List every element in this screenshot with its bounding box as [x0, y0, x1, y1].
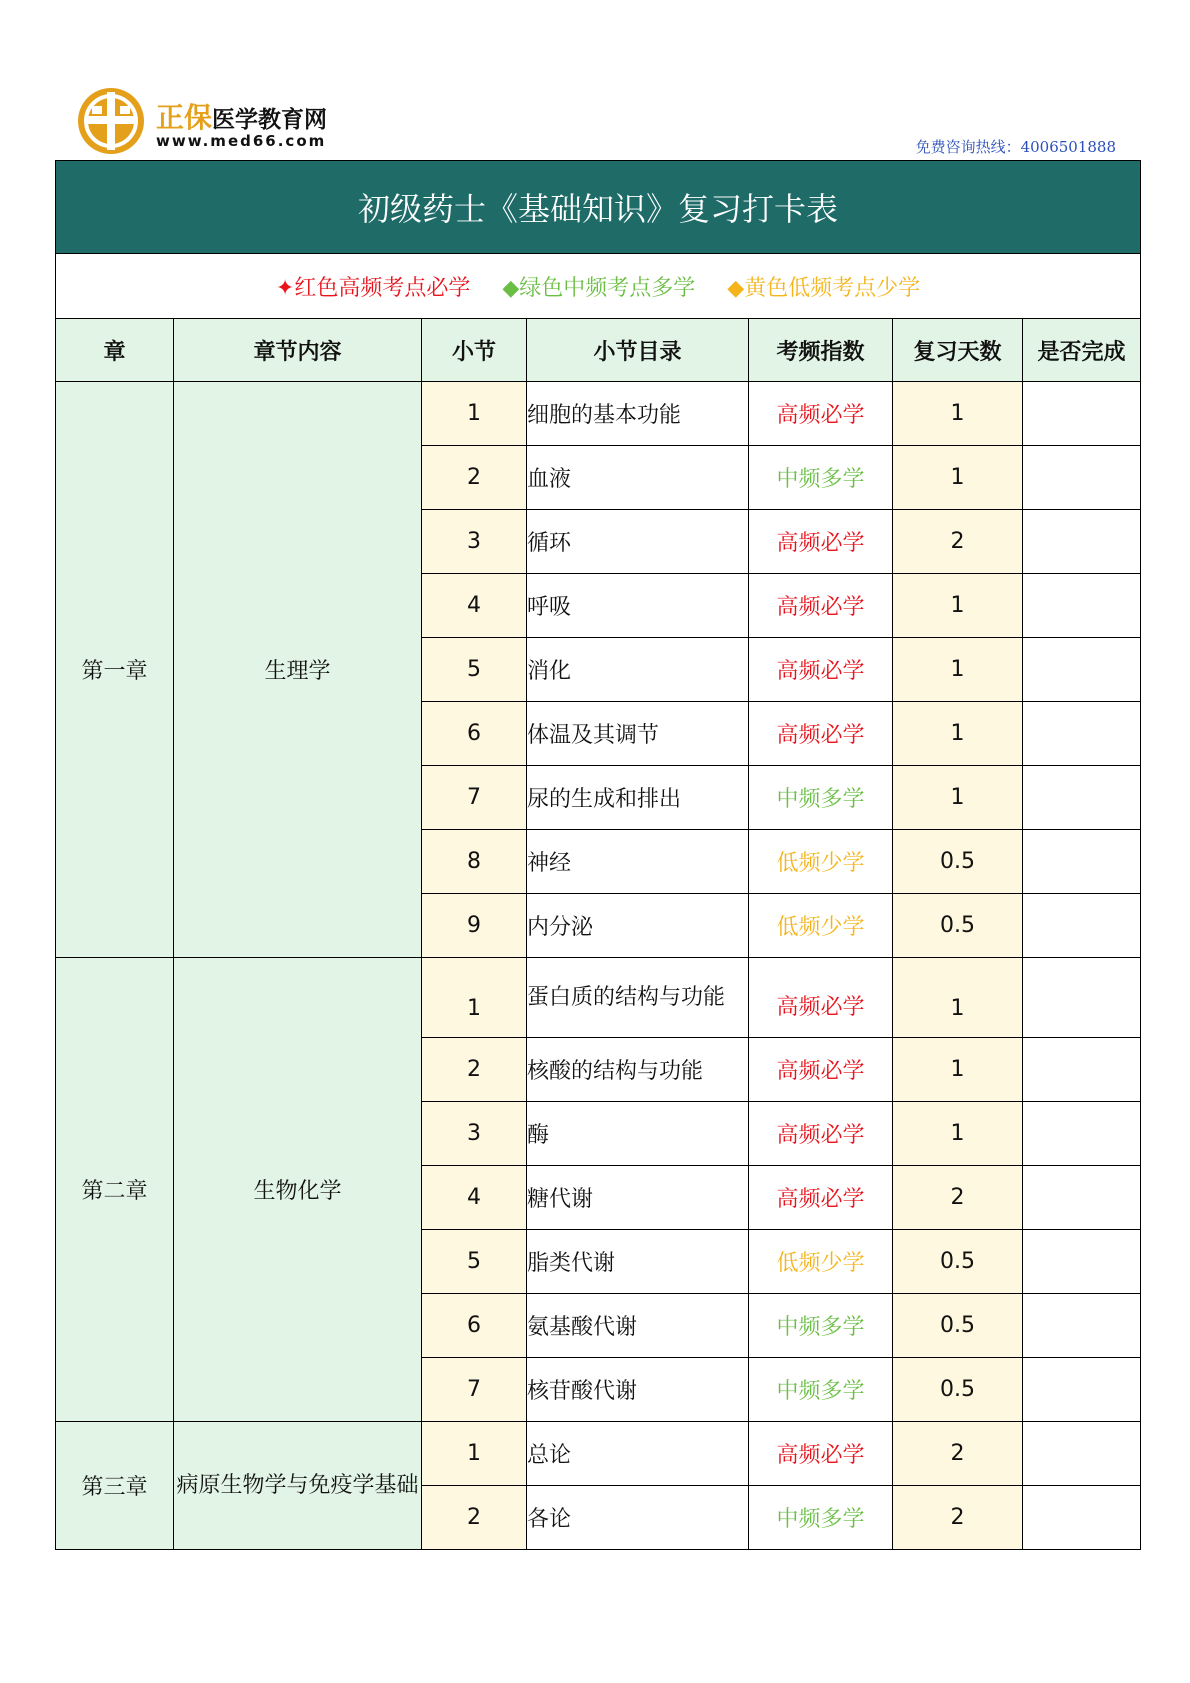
completion-cell[interactable] [1023, 510, 1141, 574]
section-number: 6 [422, 702, 527, 766]
review-days: 1 [893, 766, 1023, 830]
chapter-content-cell: 生理学 [174, 382, 422, 958]
review-days: 2 [893, 1166, 1023, 1230]
review-days: 1 [893, 958, 1023, 1038]
column-header-row [56, 319, 1141, 382]
section-number: 8 [422, 830, 527, 894]
section-number: 3 [422, 510, 527, 574]
section-number: 5 [422, 1230, 527, 1294]
completion-cell[interactable] [1023, 766, 1141, 830]
completion-cell[interactable] [1023, 1102, 1141, 1166]
chapter-cell: 第一章 [56, 382, 174, 958]
completion-cell[interactable] [1023, 1294, 1141, 1358]
frequency-level: 低频少学 [749, 894, 893, 958]
column-header: 是否完成 [1023, 319, 1141, 382]
section-number: 7 [422, 1358, 527, 1422]
review-days: 1 [893, 702, 1023, 766]
review-days: 1 [893, 446, 1023, 510]
brand-name-b: 医学教育网 [212, 107, 328, 133]
completion-cell[interactable] [1023, 894, 1141, 958]
review-days: 0.5 [893, 894, 1023, 958]
legend-yellow: ◆黄色低频考点少学 [727, 275, 921, 301]
column-header: 考频指数 [749, 319, 893, 382]
section-topic: 总论 [527, 1422, 749, 1486]
chapter-cell: 第二章 [56, 958, 174, 1422]
review-days: 1 [893, 1038, 1023, 1102]
section-topic: 酶 [527, 1102, 749, 1166]
med66-logo-icon [76, 86, 146, 156]
review-days: 0.5 [893, 830, 1023, 894]
section-topic: 尿的生成和排出 [527, 766, 749, 830]
section-topic: 氨基酸代谢 [527, 1294, 749, 1358]
section-number: 5 [422, 638, 527, 702]
frequency-level: 高频必学 [749, 638, 893, 702]
section-topic: 呼吸 [527, 574, 749, 638]
brand-url: www.med66.com [156, 132, 327, 150]
legend [56, 254, 1141, 319]
section-topic: 血液 [527, 446, 749, 510]
completion-cell[interactable] [1023, 702, 1141, 766]
frequency-level: 高频必学 [749, 1166, 893, 1230]
review-days: 0.5 [893, 1358, 1023, 1422]
column-header: 章 [56, 319, 174, 382]
review-days: 0.5 [893, 1230, 1023, 1294]
section-topic: 糖代谢 [527, 1166, 749, 1230]
frequency-level: 高频必学 [749, 510, 893, 574]
section-topic: 神经 [527, 830, 749, 894]
frequency-level: 高频必学 [749, 1422, 893, 1486]
chapter-content-cell: 病原生物学与免疫学基础 [174, 1422, 422, 1550]
completion-cell[interactable] [1023, 830, 1141, 894]
completion-cell[interactable] [1023, 1038, 1141, 1102]
section-number: 6 [422, 1294, 527, 1358]
section-number: 2 [422, 1486, 527, 1550]
section-topic: 各论 [527, 1486, 749, 1550]
section-number: 2 [422, 446, 527, 510]
legend-green: ◆绿色中频考点多学 [502, 275, 696, 301]
chapter-content-cell: 生物化学 [174, 958, 422, 1422]
frequency-level: 中频多学 [749, 1294, 893, 1358]
frequency-level: 高频必学 [749, 702, 893, 766]
section-topic: 细胞的基本功能 [527, 382, 749, 446]
column-header: 小节目录 [527, 319, 749, 382]
frequency-level: 高频必学 [749, 1102, 893, 1166]
completion-cell[interactable] [1023, 1230, 1141, 1294]
review-days: 2 [893, 1486, 1023, 1550]
section-number: 3 [422, 1102, 527, 1166]
review-days: 1 [893, 382, 1023, 446]
section-number: 2 [422, 1038, 527, 1102]
chapter-cell: 第三章 [56, 1422, 174, 1550]
section-number: 7 [422, 766, 527, 830]
completion-cell[interactable] [1023, 574, 1141, 638]
frequency-level: 低频少学 [749, 830, 893, 894]
review-days: 2 [893, 1422, 1023, 1486]
column-header: 章节内容 [174, 319, 422, 382]
review-days: 2 [893, 510, 1023, 574]
table-row [56, 382, 1141, 446]
brand-name-a: 正保 [156, 101, 213, 134]
completion-cell[interactable] [1023, 382, 1141, 446]
review-days: 0.5 [893, 1294, 1023, 1358]
frequency-level: 高频必学 [749, 382, 893, 446]
review-checklist-table [55, 160, 1141, 1550]
frequency-level: 高频必学 [749, 958, 893, 1038]
completion-cell[interactable] [1023, 446, 1141, 510]
completion-cell[interactable] [1023, 1166, 1141, 1230]
frequency-level: 中频多学 [749, 446, 893, 510]
review-days: 1 [893, 1102, 1023, 1166]
section-topic: 消化 [527, 638, 749, 702]
frequency-level: 中频多学 [749, 1358, 893, 1422]
completion-cell[interactable] [1023, 1486, 1141, 1550]
section-topic: 核酸的结构与功能 [527, 1038, 749, 1102]
completion-cell[interactable] [1023, 958, 1141, 1038]
section-topic: 蛋白质的结构与功能 [527, 958, 749, 1038]
section-topic: 体温及其调节 [527, 702, 749, 766]
section-number: 1 [422, 382, 527, 446]
column-header: 复习天数 [893, 319, 1023, 382]
completion-cell[interactable] [1023, 1422, 1141, 1486]
frequency-level: 中频多学 [749, 766, 893, 830]
brand-logo [76, 86, 436, 158]
page-title: 初级药士《基础知识》复习打卡表 [56, 161, 1141, 254]
frequency-level: 高频必学 [749, 574, 893, 638]
hotline: 免费咨询热线：4006501888 [915, 138, 1116, 156]
section-number: 9 [422, 894, 527, 958]
column-header: 小节 [422, 319, 527, 382]
review-days: 1 [893, 574, 1023, 638]
frequency-level: 低频少学 [749, 1230, 893, 1294]
frequency-level: 高频必学 [749, 1038, 893, 1102]
section-number: 1 [422, 1422, 527, 1486]
table-row [56, 958, 1141, 1038]
completion-cell[interactable] [1023, 638, 1141, 702]
section-topic: 脂类代谢 [527, 1230, 749, 1294]
frequency-level: 中频多学 [749, 1486, 893, 1550]
review-days: 1 [893, 638, 1023, 702]
table-row [56, 1422, 1141, 1486]
section-topic: 内分泌 [527, 894, 749, 958]
completion-cell[interactable] [1023, 1358, 1141, 1422]
section-number: 1 [422, 958, 527, 1038]
section-number: 4 [422, 574, 527, 638]
section-topic: 核苷酸代谢 [527, 1358, 749, 1422]
section-number: 4 [422, 1166, 527, 1230]
brand-name [156, 96, 327, 136]
legend-red: ✦红色高频考点必学 [275, 275, 471, 301]
section-topic: 循环 [527, 510, 749, 574]
